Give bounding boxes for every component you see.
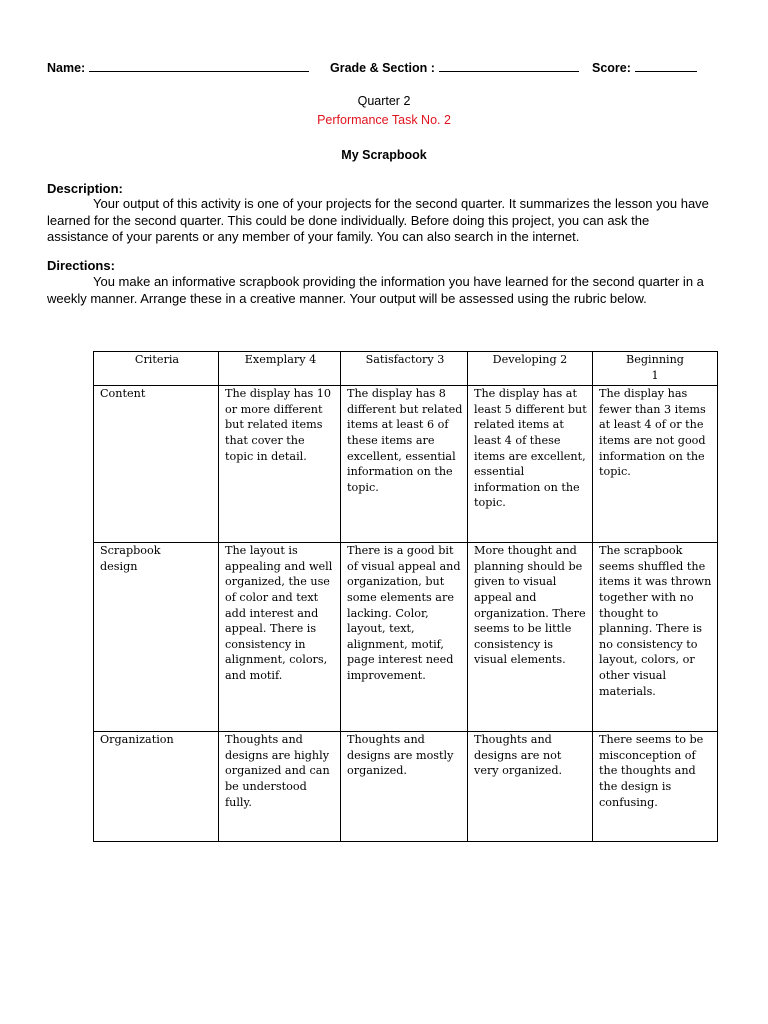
table-row	[94, 543, 718, 732]
grade-section-field[interactable]	[330, 61, 579, 75]
score-label: Score:	[592, 61, 631, 75]
description-heading: Description:	[47, 181, 123, 196]
name-field[interactable]	[47, 61, 309, 75]
table-row	[94, 386, 718, 543]
name-blank	[89, 61, 309, 72]
quarter-label: Quarter 2	[357, 94, 411, 108]
task-label: Performance Task No. 2	[317, 113, 451, 127]
header-satisfactory: Satisfactory 3	[341, 352, 468, 386]
rubric-cell: The display has 8 different but related items at least 6 of these items are excellent, essential information on the topic.	[341, 386, 468, 543]
criteria-cell: Organization	[94, 732, 219, 842]
page-title: My Scrapbook	[341, 148, 427, 162]
rubric-header-row	[94, 352, 718, 386]
score-field[interactable]	[592, 61, 697, 75]
header-beginning: Beginning 1	[593, 352, 718, 386]
grade-section-label: Grade & Section :	[330, 61, 435, 75]
rubric-cell: The scrapbook seems shuffled the items it was thrown together with no thought to planning. There is no consistency to layout, colors, or other visual materials.	[593, 543, 718, 732]
rubric-cell: The display has at least 5 different but related items at least 4 of these items are excellent, essential information on the topic.	[468, 386, 593, 543]
rubric-cell: There seems to be misconception of the thoughts and the design is confusing.	[593, 732, 718, 842]
rubric-cell: More thought and planning should be given to visual appeal and organization. There seems to be little consistency is visual elements.	[468, 543, 593, 732]
rubric-cell: The display has fewer than 3 items at least 4 of or the items are not good information on the topic.	[593, 386, 718, 543]
directions-text: You make an informative scrapbook providing the information you have learned for the second quarter in a weekly manner. Arrange these in a creative manner. Your output will be assessed using the rubric below.	[47, 274, 704, 306]
rubric-cell: There is a good bit of visual appeal and organization, but some elements are lacking. Color, layout, text, alignment, motif, page interest need improvement.	[341, 543, 468, 732]
header-developing: Developing 2	[468, 352, 593, 386]
score-blank	[635, 61, 697, 72]
rubric-cell: The display has 10 or more different but related items that cover the topic in detail.	[219, 386, 341, 543]
rubric-cell: Thoughts and designs are not very organized.	[468, 732, 593, 842]
table-row	[94, 732, 718, 842]
rubric-table	[93, 351, 718, 842]
directions-heading: Directions:	[47, 258, 115, 273]
rubric-cell: Thoughts and designs are highly organized and can be understood fully.	[219, 732, 341, 842]
header-criteria: Criteria	[94, 352, 219, 386]
grade-section-blank	[439, 61, 579, 72]
description-text: Your output of this activity is one of your projects for the second quarter. It summarizes the lesson you have learned for the second quarter. This could be done individually. Before doing this project, you can ask the assistance of your parents or any member of your family. You can also search in the internet.	[47, 196, 709, 244]
name-label: Name:	[47, 61, 86, 75]
header-exemplary: Exemplary 4	[219, 352, 341, 386]
criteria-cell: Scrapbook design	[94, 543, 219, 732]
rubric-cell: Thoughts and designs are mostly organized.	[341, 732, 468, 842]
criteria-cell: Content	[94, 386, 219, 543]
rubric-cell: The layout is appealing and well organized, the use of color and text add interest and appeal. There is consistency in alignment, colors, and motif.	[219, 543, 341, 732]
